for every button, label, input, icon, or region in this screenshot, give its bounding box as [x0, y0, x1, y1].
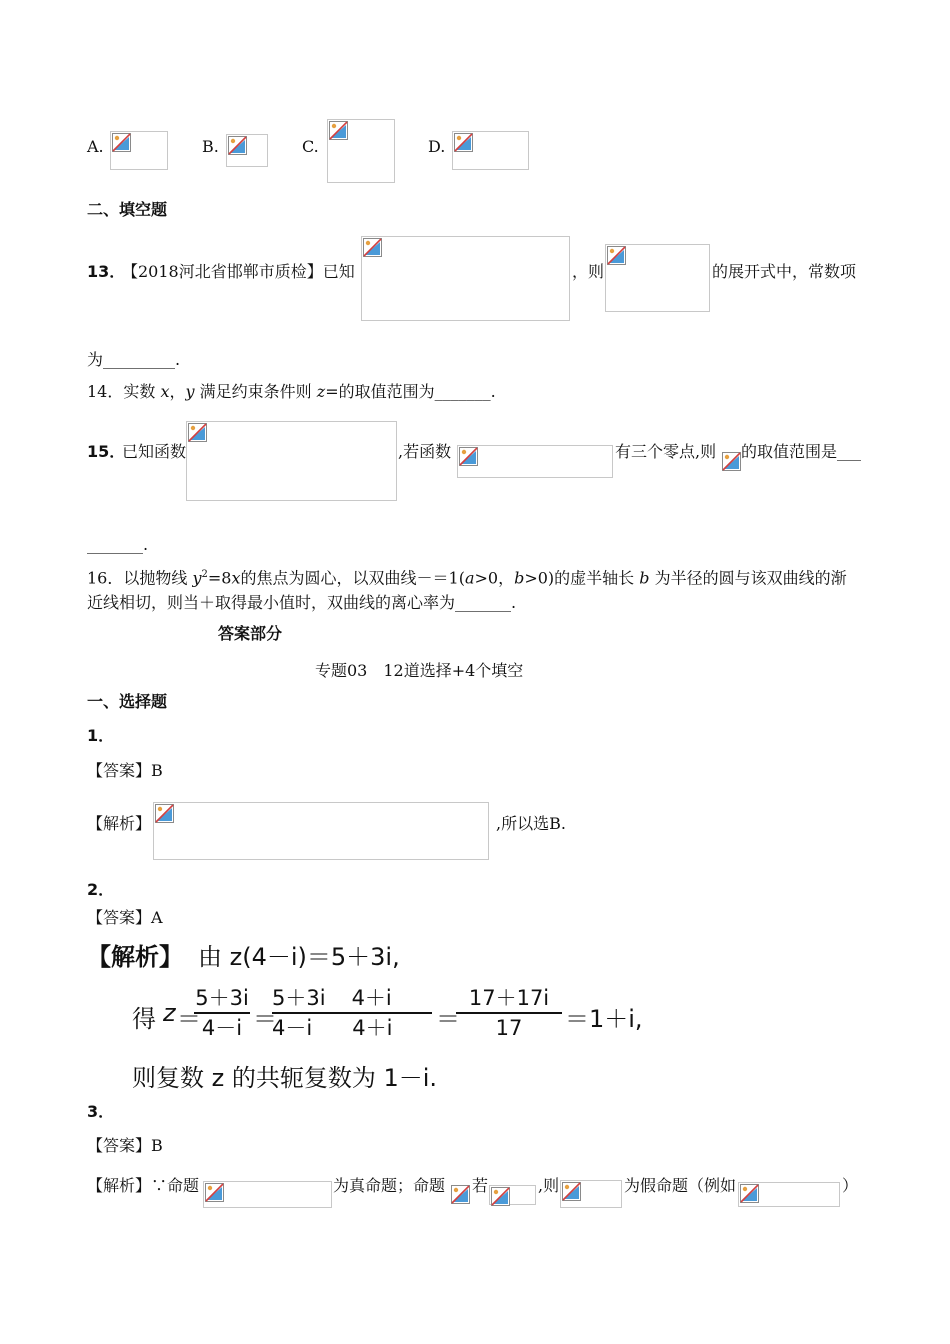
- broken-image-icon: [228, 136, 247, 155]
- q15-number: 15．: [87, 442, 126, 461]
- q14-var-x: x: [160, 382, 170, 401]
- q16-sup: 2: [201, 569, 208, 580]
- a2-number: 2．: [87, 880, 115, 899]
- a2-f2-den: 4－i: [272, 1016, 313, 1040]
- q16-text-c: 为半径的圆与该双曲线的渐: [654, 568, 847, 588]
- broken-image-icon: [451, 1185, 470, 1204]
- a3-example-image: [738, 1182, 840, 1207]
- a2-eq2: ＝: [253, 1005, 277, 1033]
- q13-expression-image: [605, 244, 710, 312]
- q16-text-a: 16．以抛物线: [87, 568, 188, 588]
- option-a-label: A.: [87, 137, 104, 156]
- option-d-label: D.: [428, 137, 446, 156]
- broken-image-icon: [459, 447, 478, 466]
- q13-formula-image: [361, 236, 570, 321]
- broken-image-icon: [205, 1183, 224, 1202]
- q16-gt2: >0)的虚半轴长: [524, 568, 635, 588]
- option-b-image: [226, 134, 268, 167]
- a2-eq1: ＝: [177, 1005, 201, 1033]
- a3-cond-image: [489, 1185, 536, 1205]
- a2-fraction-2: [272, 985, 432, 1041]
- q15-text-a: 已知函数: [122, 442, 187, 461]
- q16-eq: =8: [207, 568, 232, 588]
- q14-text-b: 满足约束条件则: [199, 382, 312, 401]
- broken-image-icon: [740, 1184, 759, 1203]
- option-c-image: [327, 119, 395, 183]
- broken-image-icon: [112, 133, 131, 152]
- option-d-image: [452, 131, 529, 170]
- q13-source: 【2018河北省邯郸市质检】已知: [122, 262, 355, 281]
- a2-de: 得: [132, 1005, 156, 1033]
- q13-after-text: 的展开式中，常数项: [712, 262, 857, 281]
- a3-analysis-d: ,则: [538, 1176, 560, 1195]
- broken-image-icon: [454, 133, 473, 152]
- a2-var-z: z: [163, 999, 176, 1027]
- a2-f1-num: 5＋3i: [195, 986, 249, 1010]
- a2-f1-den: 4－i: [201, 1016, 243, 1040]
- a1-number: 1．: [87, 726, 115, 745]
- section-title-fill-blank: 二、填空题: [87, 200, 168, 219]
- a3-number: 3．: [87, 1102, 115, 1121]
- a2-f3-den: 4＋i: [352, 1016, 393, 1040]
- a3-analysis-a: 【解析】∵命题: [87, 1176, 200, 1195]
- a1-analysis-after: ,所以选B.: [496, 814, 566, 833]
- q13-line2: 为_________.: [87, 350, 181, 369]
- option-c-label: C.: [302, 137, 319, 156]
- option-a-image: [110, 131, 168, 170]
- q16-var-b: b: [514, 568, 525, 588]
- q15-gx-image: [457, 445, 613, 478]
- broken-image-icon: [491, 1187, 510, 1206]
- a3-analysis-e: 为假命题（例如: [624, 1176, 737, 1195]
- a2-fraction-4: [456, 985, 562, 1041]
- a2-f4-den: 17: [495, 1016, 523, 1040]
- a2-answer: 【答案】A: [87, 908, 163, 927]
- a2-analysis-label: 【解析】: [87, 943, 183, 971]
- q16-text-b: 的焦点为圆心，以双曲线－＝1(: [240, 568, 465, 588]
- section-title-choice: 一、选择题: [87, 692, 168, 711]
- q16-gt1: >0，: [474, 568, 515, 588]
- a2-analysis-line3: 则复数 z 的共轭复数为 1－i.: [132, 1064, 438, 1092]
- broken-image-icon: [155, 804, 174, 823]
- q13-mid-text: ，则: [572, 262, 605, 281]
- a3-result-image: [560, 1180, 622, 1208]
- q14-var-z: z: [316, 382, 326, 401]
- q14-text-a: 实数: [123, 382, 156, 401]
- broken-image-icon: [562, 1182, 581, 1201]
- q15-line2: _______.: [87, 535, 149, 554]
- a2-f3-num: 4＋i: [351, 986, 392, 1010]
- answers-title: 答案部分: [218, 624, 283, 643]
- a1-answer: 【答案】B: [87, 761, 163, 780]
- broken-image-icon: [329, 121, 348, 140]
- a3-analysis-b: 为真命题；命题: [333, 1176, 446, 1195]
- q16-var-a: a: [464, 568, 475, 588]
- a3-prop-p-image: [203, 1181, 332, 1208]
- q16-var-y: y: [192, 568, 202, 588]
- q14-sep: ，: [169, 382, 186, 401]
- a2-tail: ＝1＋i,: [565, 1005, 643, 1033]
- q14-text: [87, 382, 496, 402]
- a3-analysis-f: ）: [842, 1176, 859, 1195]
- a3-answer: 【答案】B: [87, 1136, 163, 1155]
- answers-subtitle: 专题03 12道选择+4个填空: [315, 661, 524, 680]
- q14-number: 14．: [87, 382, 124, 401]
- option-b-label: B.: [202, 137, 219, 156]
- broken-image-icon: [363, 238, 382, 257]
- q15-text-b: ,若函数: [398, 442, 452, 461]
- q15-text-c: 有三个零点,则: [615, 442, 717, 461]
- broken-image-icon: [607, 246, 626, 265]
- q16-var-b2: b: [639, 568, 650, 588]
- broken-image-icon: [722, 452, 741, 471]
- q15-text-d: 的取值范围是___: [741, 442, 862, 461]
- q14-text-c: =的取值范围为_______.: [325, 382, 496, 401]
- q16-line1: [87, 565, 847, 588]
- q14-var-y: y: [185, 382, 195, 401]
- a1-analysis-image: [153, 802, 489, 860]
- a2-eq3: ＝: [436, 1005, 460, 1033]
- q16-line2: 近线相切，则当＋取得最小值时，双曲线的离心率为_______.: [87, 593, 517, 612]
- a2-f4-num: 17＋17i: [468, 986, 550, 1010]
- q16-var-x: x: [231, 568, 241, 588]
- a2-fraction-1: [194, 985, 250, 1041]
- q15-function-image: [186, 421, 397, 501]
- a1-analysis-label: 【解析】: [87, 814, 152, 833]
- a2-f2-num: 5＋3i: [272, 986, 326, 1010]
- broken-image-icon: [188, 423, 207, 442]
- a2-analysis-line1: 由 z(4－i)＝5＋3i,: [198, 943, 400, 971]
- a3-analysis-c: 若: [472, 1176, 489, 1195]
- q13-number: 13．: [87, 262, 126, 281]
